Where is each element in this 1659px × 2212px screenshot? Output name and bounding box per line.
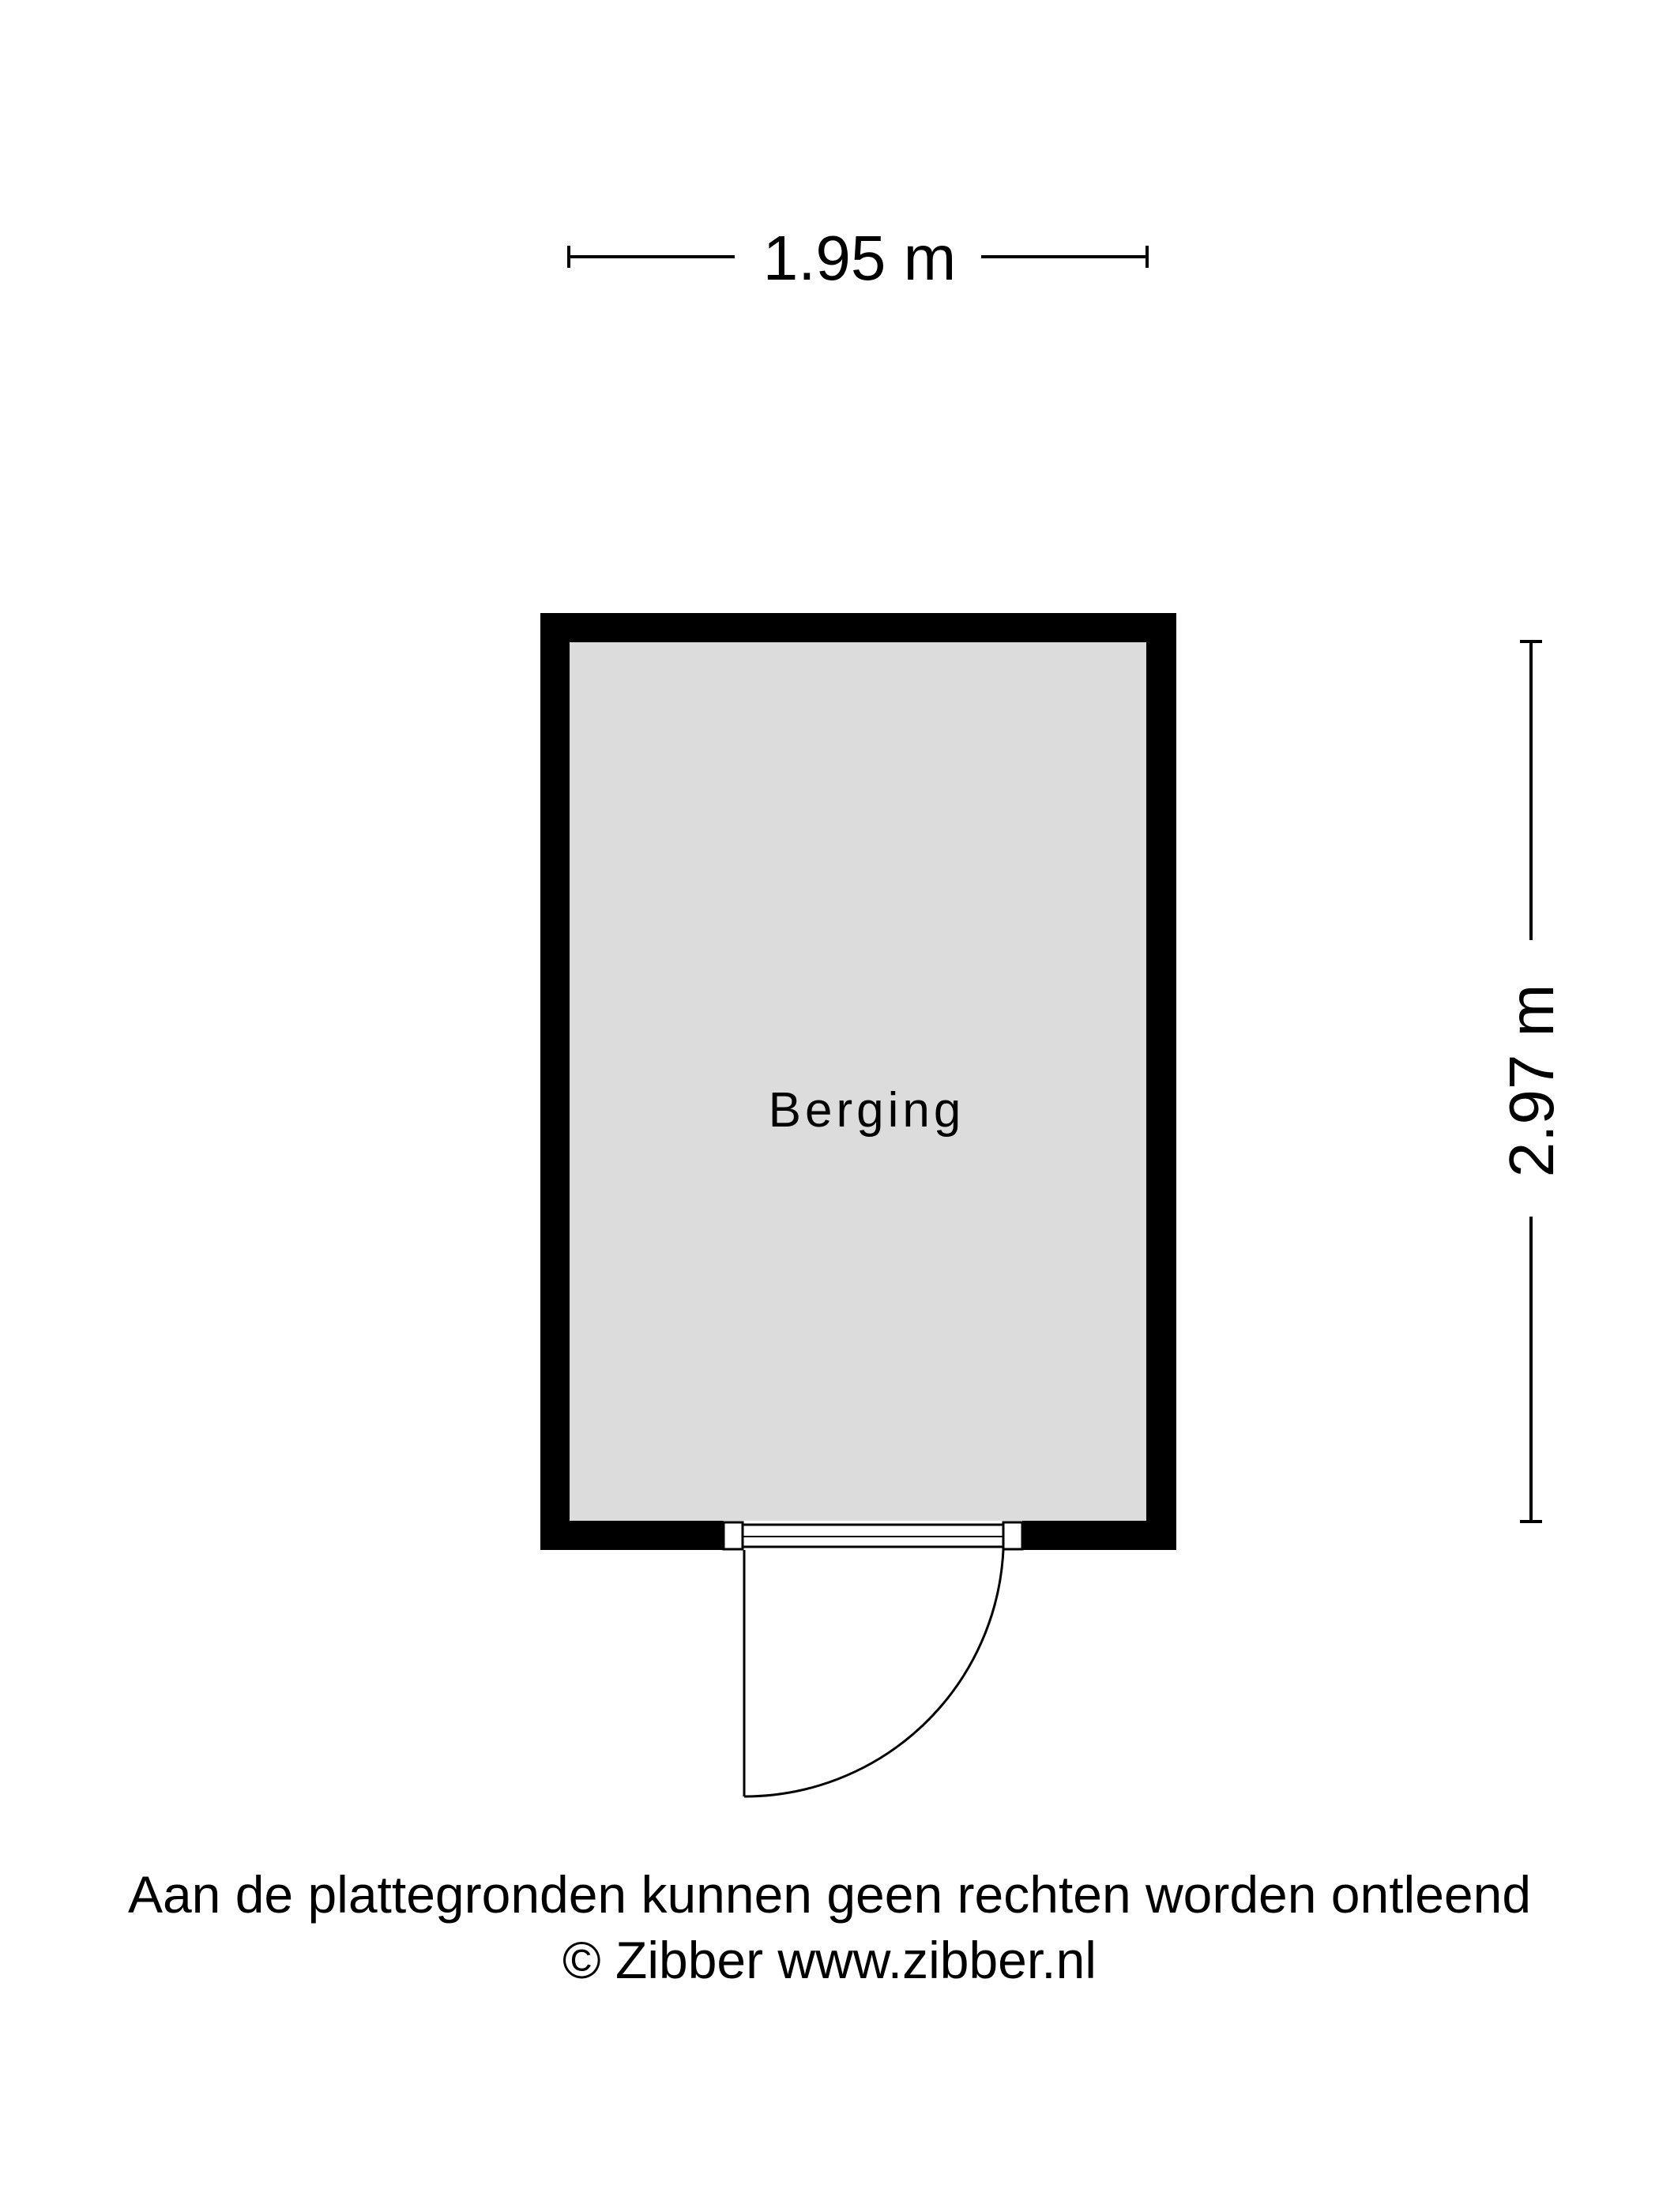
width-dimension <box>569 223 1147 293</box>
room-floor <box>570 642 1146 1521</box>
door-jamb-left <box>724 1522 743 1549</box>
height-dimension-label: 2.97 m <box>1496 984 1567 1178</box>
room-berging <box>540 613 1176 1796</box>
copyright-text: © Zibber www.zibber.nl <box>562 1931 1097 1989</box>
disclaimer-text: Aan de plattegronden kunnen geen rechten worden ontleend <box>127 1865 1532 1924</box>
door-jamb-right <box>1003 1522 1022 1549</box>
door-swing-arc <box>744 1550 1003 1796</box>
width-dimension-label: 1.95 m <box>762 223 957 293</box>
room-label: Berging <box>768 1083 965 1138</box>
height-dimension <box>1496 641 1567 1522</box>
